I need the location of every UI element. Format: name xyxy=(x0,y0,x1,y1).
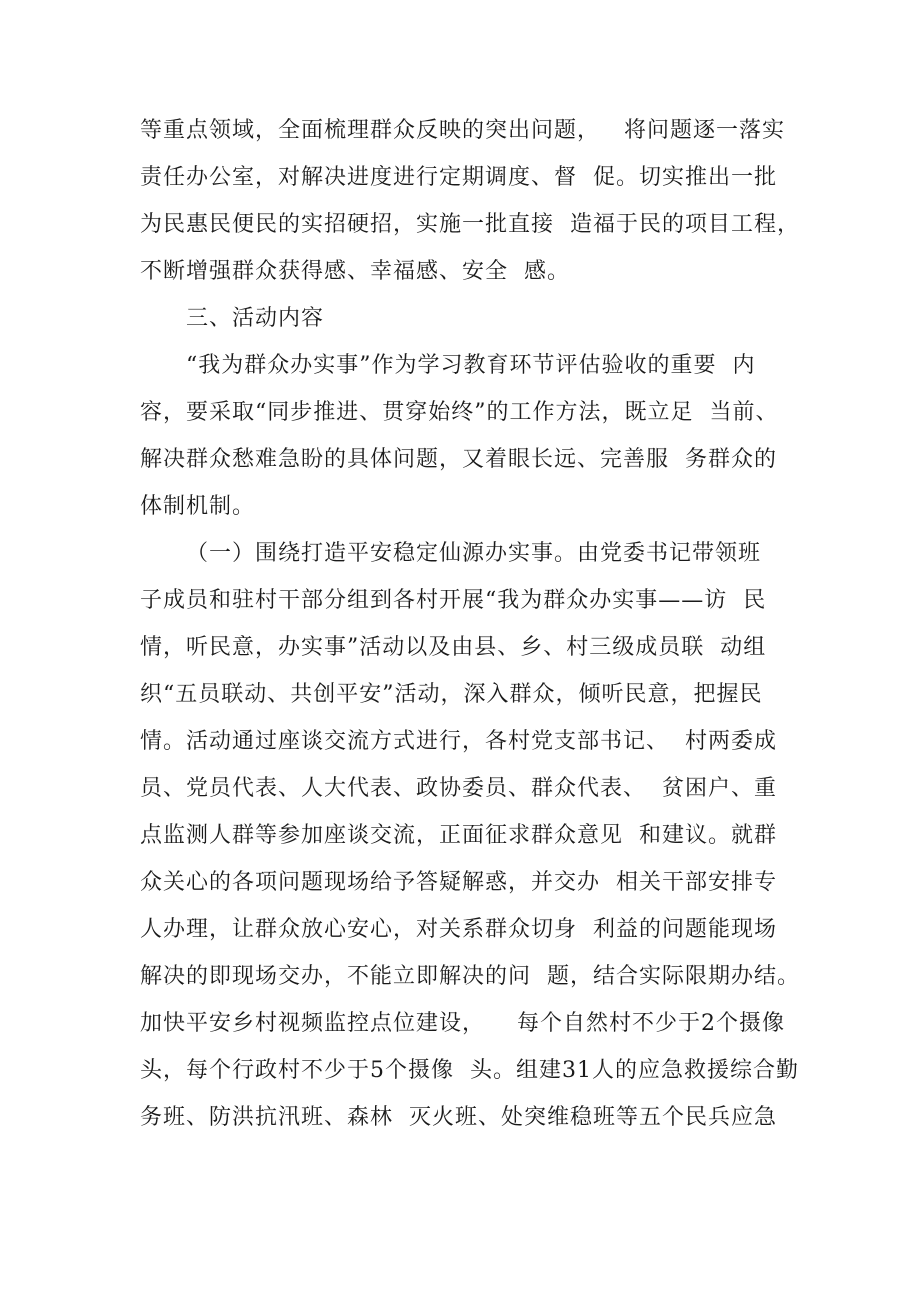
subsection-heading: （一）围绕打造平安稳定仙源办实事。由党委书记带领班 xyxy=(186,541,762,566)
body-text-line: 解决的即现场交办，不能立即解决的问 题，结合实际限期办结。 xyxy=(140,964,800,989)
section-heading: 三、活动内容 xyxy=(186,306,325,331)
body-text-line: 容，要采取“同步推进、贯穿始终”的工作方法，既立足 当前、 xyxy=(140,400,779,425)
body-text-line: 子成员和驻村干部分组到各村开展“我为群众办实事——访 民 xyxy=(140,588,767,613)
body-text-line: 织“五员联动、共创平安”活动，深入群众，倾听民意，把握民 xyxy=(140,682,763,707)
body-text-line: “我为群众办实事”作为学习教育环节评估验收的重要 内 xyxy=(186,353,756,378)
body-text-line: 责任办公室，对解决进度进行定期调度、督 促。切实推出一批 xyxy=(140,165,777,190)
body-text-line: 头，每个行政村不少于5个摄像 头。组建31人的应急救援综合勤 xyxy=(140,1058,799,1083)
body-text-line: 不断增强群众获得感、幸福感、安全 感。 xyxy=(140,259,570,284)
body-text-line: 众关心的各项问题现场给予答疑解惑，并交办 相关干部安排专 xyxy=(140,870,777,895)
body-text-line: 务班、防洪抗汛班、森林 灭火班、处突维稳班等五个民兵应急 xyxy=(140,1105,777,1130)
body-text-line: 情。活动通过座谈交流方式进行，各村党支部书记、 村两委成 xyxy=(140,729,777,754)
body-text-line: 点监测人群等参加座谈交流，正面征求群众意见 和建议。就群 xyxy=(140,823,777,848)
body-text-line: 人办理，让群众放心安心，对关系群众切身 利益的问题能现场 xyxy=(140,917,777,942)
body-text-line: 等重点领域，全面梳理群众反映的突出问题， 将问题逐一落实 xyxy=(140,118,785,143)
body-text-line: 解决群众愁难急盼的具体问题，又着眼长远、完善服 务群众的 xyxy=(140,447,777,472)
body-text-line: 加快平安乡村视频监控点位建设， 每个自然村不少于2个摄像 xyxy=(140,1011,785,1036)
body-text-line: 员、党员代表、人大代表、政协委员、群众代表、 贫困户、重 xyxy=(140,776,777,801)
body-text-line: 体制机制。 xyxy=(140,494,256,519)
body-text-line: 为民惠民便民的实招硬招，实施一批直接 造福于民的项目工程， xyxy=(140,212,800,237)
body-text-line: 情，听民意，办实事”活动以及由县、乡、村三级成员联 动组 xyxy=(140,635,767,660)
